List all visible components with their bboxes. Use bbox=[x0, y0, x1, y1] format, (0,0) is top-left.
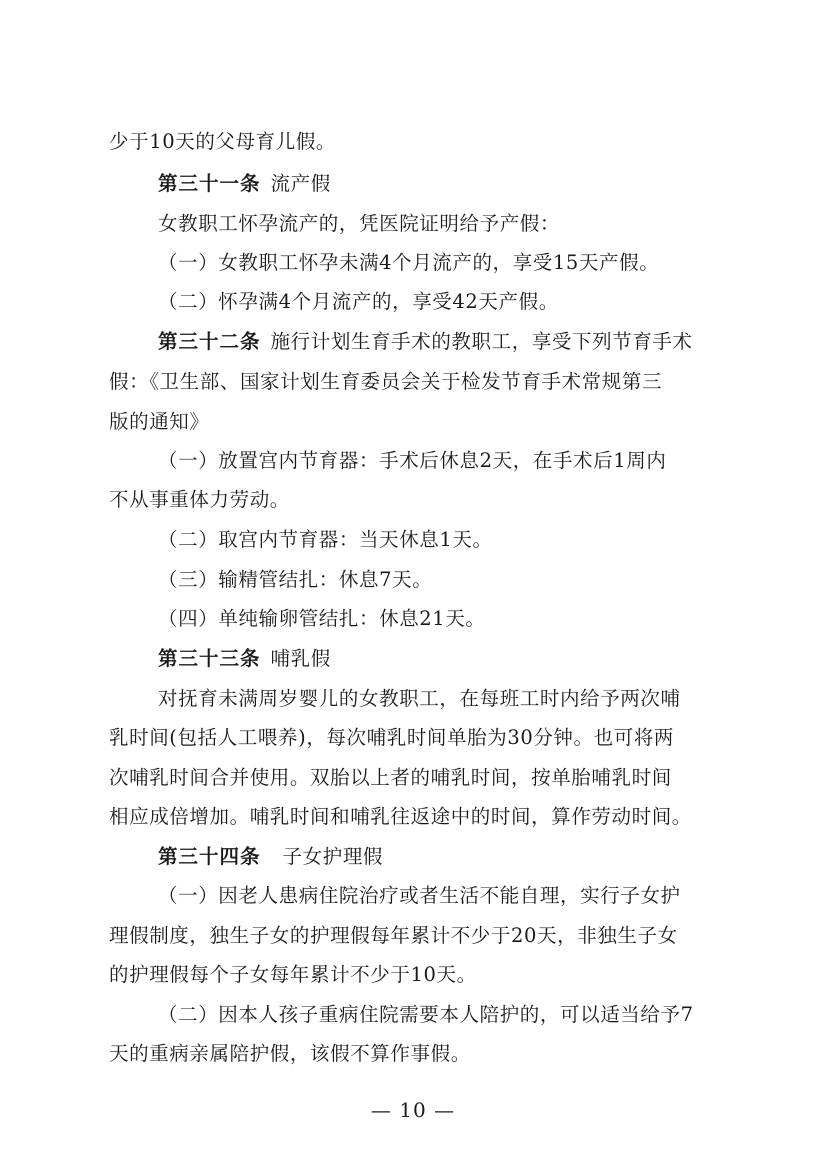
text-line: 理假制度，独生子女的护理假每年累计不少于20天，非独生子女 bbox=[109, 924, 678, 947]
text-line: （二）取宫内节育器：当天休息1天。 bbox=[158, 528, 493, 551]
text-line: （一）放置宫内节育器：手术后休息2天，在手术后1周内 bbox=[158, 449, 667, 472]
article-text: 施行计划生育手术的教职工，享受下列节育手术 bbox=[270, 330, 693, 353]
article-number: 第三十一条 bbox=[158, 172, 261, 195]
article-title: 流产假 bbox=[270, 172, 331, 195]
text-line: （四）单纯输卵管结扎：休息21天。 bbox=[158, 607, 486, 630]
text-line: 乳时间(包括人工喂养)，每次哺乳时间单胎为30分钟。也可将两 bbox=[109, 726, 675, 749]
text-line: 的护理假每个子女每年累计不少于10天。 bbox=[109, 963, 477, 986]
text-line: 女教职工怀孕流产的，凭医院证明给予产假： bbox=[158, 212, 561, 235]
article-title: 哺乳假 bbox=[270, 647, 331, 670]
article-heading-32 bbox=[158, 328, 826, 356]
article-number: 第三十二条 bbox=[158, 330, 261, 353]
text-line: （二）怀孕满4个月流产的，享受42天产假。 bbox=[158, 290, 559, 313]
text-line: （三）输精管结扎：休息7天。 bbox=[158, 568, 433, 591]
text-line: 不从事重体力劳动。 bbox=[109, 488, 290, 511]
article-heading-31 bbox=[158, 170, 826, 198]
text-line: 少于10天的父母育儿假。 bbox=[109, 130, 337, 153]
article-heading-34 bbox=[158, 843, 826, 871]
article-heading-33 bbox=[158, 645, 826, 673]
page-number: — 10 — bbox=[370, 1098, 456, 1122]
article-title: 子女护理假 bbox=[282, 845, 384, 868]
text-line: （二）因本人孩子重病住院需要本人陪护的，可以适当给予7 bbox=[158, 1003, 694, 1026]
text-line: 次哺乳时间合并使用。双胎以上者的哺乳时间，按单胎哺乳时间 bbox=[109, 766, 672, 789]
text-line: 假：《卫生部、国家计划生育委员会关于检发节育手术常规第三 bbox=[109, 370, 663, 393]
text-line: （一）女教职工怀孕未满4个月流产的，享受15天产假。 bbox=[158, 251, 660, 274]
text-line: （一）因老人患病住院治疗或者生活不能自理，实行子女护 bbox=[158, 884, 681, 907]
text-line: 相应成倍增加。哺乳时间和哺乳往返途中的时间，算作劳动时间。 bbox=[109, 805, 692, 828]
article-number: 第三十三条 bbox=[158, 647, 261, 670]
text-line: 对抚育未满周岁婴儿的女教职工，在每班工时内给予两次哺 bbox=[158, 687, 681, 710]
article-number: 第三十四条 bbox=[158, 845, 261, 868]
text-line: 天的重病亲属陪护假，该假不算作事假。 bbox=[109, 1042, 471, 1065]
text-line: 版的通知》 bbox=[109, 410, 210, 433]
